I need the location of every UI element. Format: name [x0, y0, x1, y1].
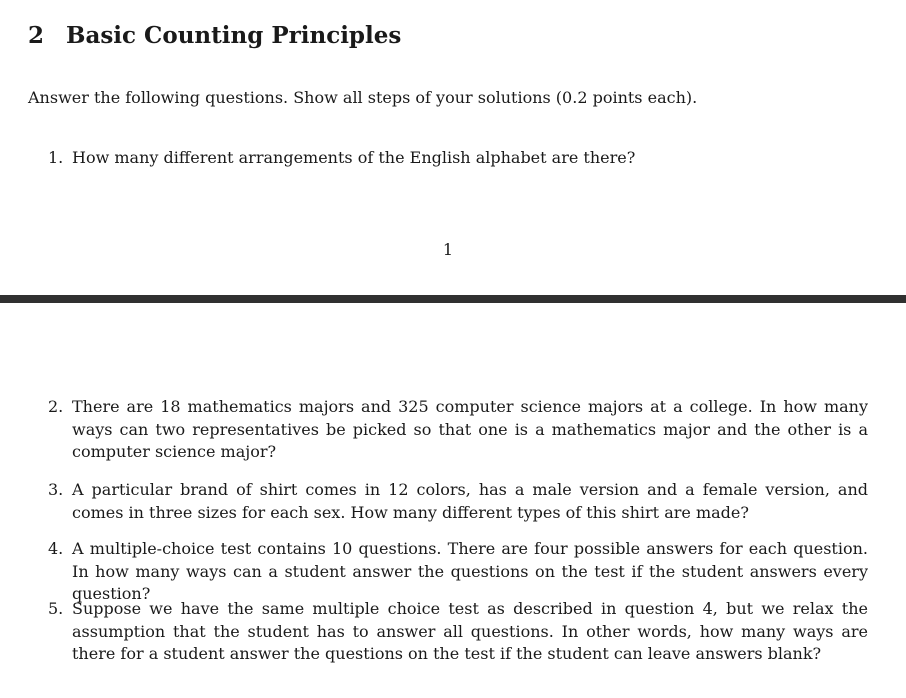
question-number: 3. — [48, 480, 64, 499]
section-heading — [28, 22, 401, 49]
question-item — [48, 538, 868, 606]
question-number: 4. — [48, 539, 64, 558]
question-text: There are 18 mathematics majors and 325 computer science majors at a college. In how many ways can two representatives be picked so that one is a mathematics major and the other is a computer science major? — [72, 397, 868, 461]
page-number: 1 — [442, 240, 454, 259]
question-item — [48, 396, 868, 464]
page-divider — [0, 295, 906, 303]
question-number: 2. — [48, 397, 64, 416]
question-text: A multiple-choice test contains 10 questions. There are four possible answers for each question. In how many ways can a student answer the questions on the test if the student answers every question? — [72, 539, 868, 603]
question-text: Suppose we have the same multiple choice test as described in question 4, but we relax the assumption that the student has to answer all questions. In other words, how many ways are there for a student answer the questions on the test if the student can leave answers blank? — [72, 599, 868, 663]
question-item — [48, 147, 868, 170]
question-number: 1. — [48, 148, 64, 167]
question-item — [48, 598, 868, 666]
question-text: How many different arrangements of the English alphabet are there? — [72, 148, 636, 167]
section-number: 2 — [28, 22, 45, 49]
question-number: 5. — [48, 599, 64, 618]
question-text: A particular brand of shirt comes in 12 colors, has a male version and a female version, and comes in three sizes for each sex. How many different types of this shirt are made? — [72, 480, 868, 522]
section-title: Basic Counting Principles — [66, 22, 402, 49]
instructions: Answer the following questions. Show all steps of your solutions (0.2 points each). — [28, 88, 698, 107]
question-item — [48, 479, 868, 524]
